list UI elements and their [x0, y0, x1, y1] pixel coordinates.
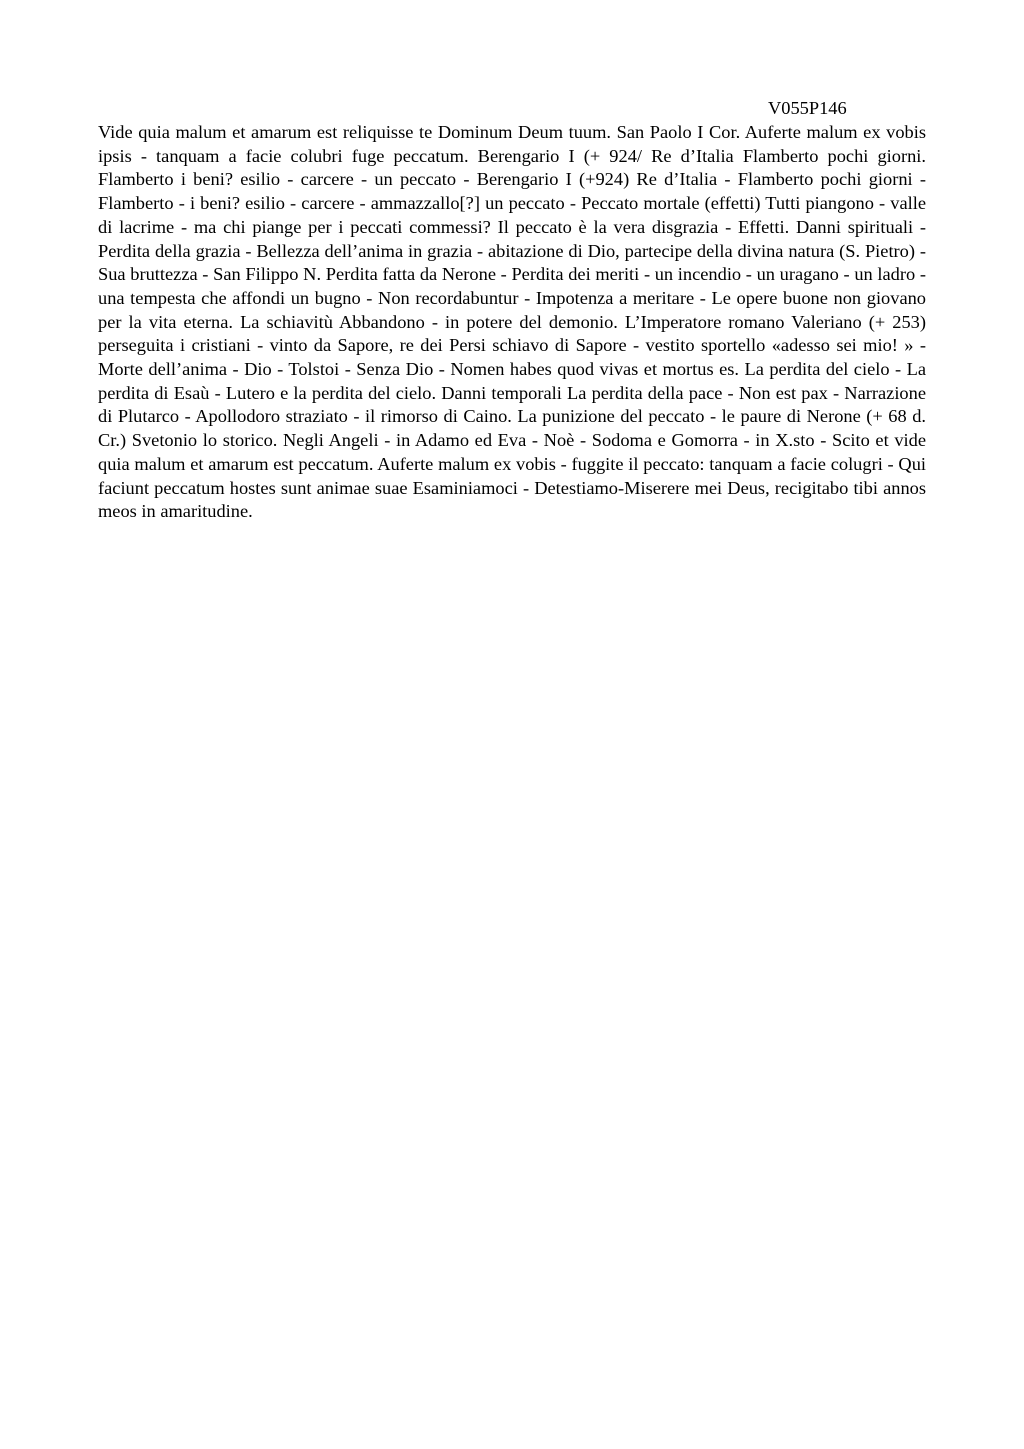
body-paragraph: Vide quia malum et amarum est reliquisse te Dominum Deum tuum. San Paolo I Cor. Auferte malum ex vobis ipsis - tanquam a facie colubri fuge peccatum. Berengario I (+ 924/ Re d’Italia Flamberto pochi giorni. Flamberto i beni? esilio - carcere - un peccato - Berengario I (+924) Re d’Italia - Flamberto pochi giorni - Flamberto - i beni? esilio - carcere - ammazzallo[?] un peccato - Peccato mortale (effetti) Tutti piangono - valle di lacrime - ma chi piange per i peccati commessi? Il peccato è la vera disgrazia - Effetti. Danni spirituali - Perdita della grazia - Bellezza dell’anima in grazia - abitazione di Dio, partecipe della divina natura (S. Pietro) - Sua bruttezza - San Filippo N. Perdita fatta da Nerone - Perdita dei meriti - un incendio - un uragano - un ladro - una tempesta che affondi un bugno - Non recordabuntur - Impotenza a meritare - Le opere buone non giovano per la vita eterna. La schiavitù Abbandono - in potere del demonio. L’Imperatore romano Valeriano (+ 253) perseguita i cristiani - vinto da Sapore, re dei Persi schiavo di Sapore - vestito sportello «adesso sei mio! » - Morte dell’anima - Dio - Tolstoi - Senza Dio - Nomen habes quod vivas et mortus es. La perdita del cielo - La perdita di Esaù - Lutero e la perdita del cielo. Danni temporali La perdita della pace - Non est pax - Narrazione di Plutarco - Apollodoro straziato - il rimorso di Caino. La punizione del peccato - le paure di Nerone (+ 68 d. Cr.) Svetonio lo storico. Negli Angeli - in Adamo ed Eva - Noè - Sodoma e Gomorra - in X.sto - Scito et vide quia malum et amarum est peccatum. Auferte malum ex vobis - fuggite il peccato: tanquam a facie colugri - Qui faciunt peccatum hostes sunt animae suae Esaminiamoci - Detestiamo-Miserere mei Deus, recigitabo tibi annos meos in amaritudine.	[98, 122, 926, 522]
page-identifier: V055P146	[768, 98, 847, 118]
